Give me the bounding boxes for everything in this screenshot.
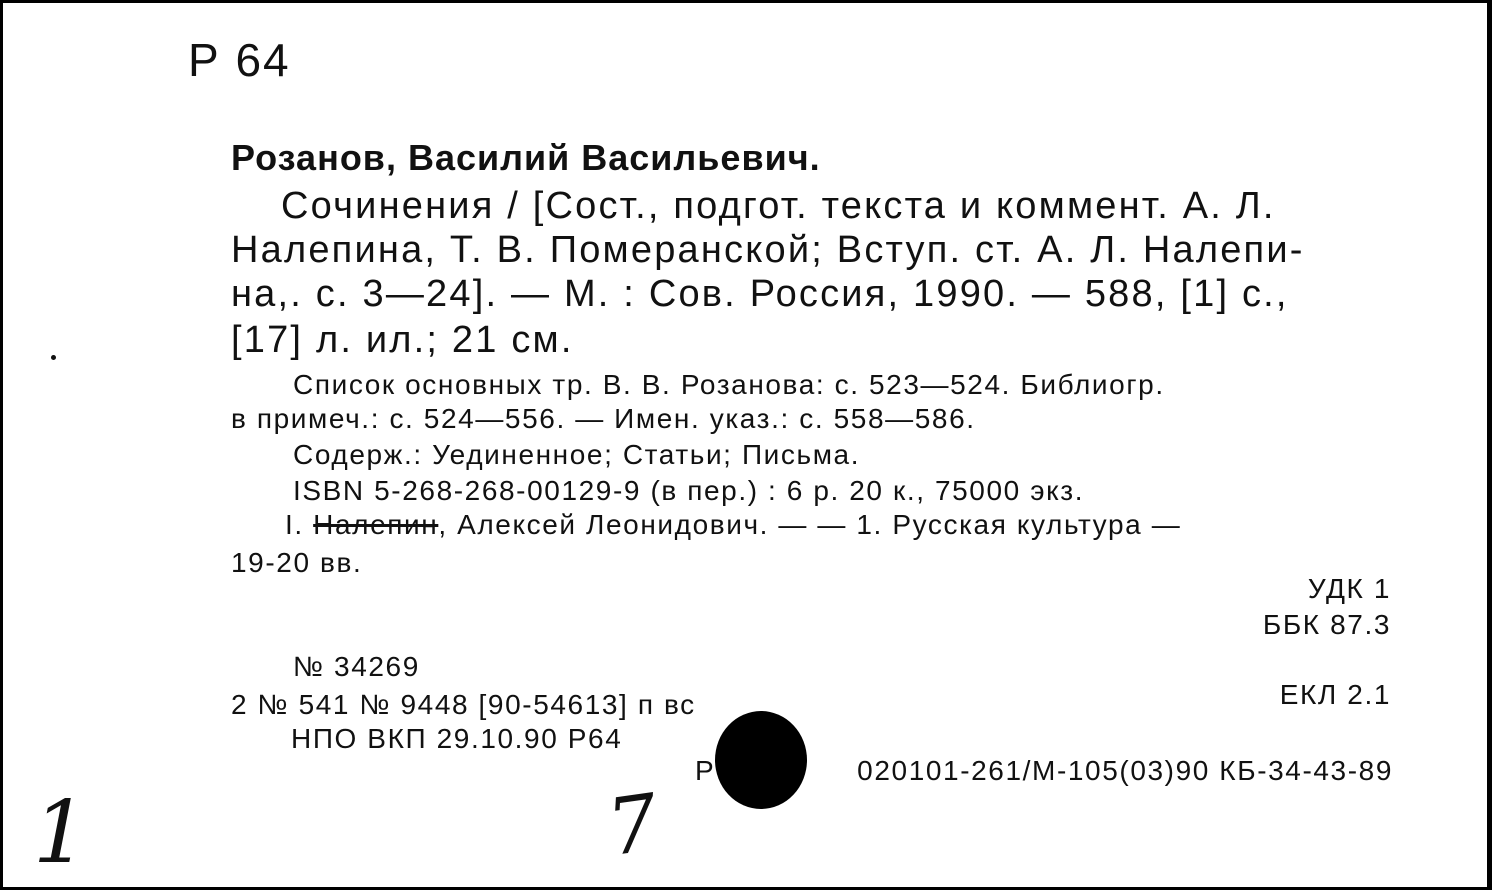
code-line-right: 020101-261/М-105(03)90 КБ-34-43-89 — [857, 755, 1393, 786]
author-heading: Розанов, Василий Васильевич. — [231, 137, 821, 178]
bbk-code: ББК 87.3 — [1262, 609, 1391, 640]
card-number: № 34269 — [293, 651, 420, 682]
margin-dot — [51, 355, 56, 360]
npo-line: НПО ВКП 29.10.90 Р64 — [291, 723, 623, 754]
contents-line: Содерж.: Уединенное; Статьи; Письма. — [293, 439, 861, 470]
title-line-2: Налепина, Т. В. Померанской; Вступ. ст. А. Л. Налепи- — [231, 229, 1305, 271]
code-line-left: Р — [695, 755, 716, 786]
isbn-line: ISBN 5-268-268-00129-9 (в пер.) : 6 р. 20 к., 75000 экз. — [293, 475, 1085, 506]
struck-name: Налепин — [313, 509, 439, 540]
title-line-3: на,. с. 3—24]. — М. : Сов. Россия, 1990. — 588, [1] с., — [231, 273, 1289, 315]
ekl-code: ЕКЛ 2.1 — [1279, 679, 1391, 710]
tracing-rest: , Алексей Леонидович. — — 1. Русская культура — — [438, 509, 1182, 540]
note-line-2: в примеч.: с. 524—556. — Имен. указ.: с. 558—586. — [231, 403, 976, 434]
handwritten-number-1: 1 — [33, 783, 88, 883]
title-line-4: [17] л. ил.; 21 см. — [231, 319, 574, 361]
order-line: 2 № 541 № 9448 [90-54613] п вс — [231, 689, 696, 720]
tracing-line — [285, 509, 1181, 541]
note-line-1: Список основных тр. В. В. Розанова: с. 523—524. Библиогр. — [293, 369, 1165, 400]
udk-code: УДК 1 — [1307, 573, 1391, 604]
punch-hole-blot — [715, 711, 807, 809]
tracing-continued: 19-20 вв. — [231, 547, 363, 578]
title-line-1: Сочинения / [Сост., подгот. текста и коммент. А. Л. — [281, 185, 1276, 227]
tracing-prefix: I. — [285, 509, 304, 540]
shelfmark: Р 64 — [188, 34, 291, 86]
handwritten-mark: 7 — [601, 777, 664, 875]
